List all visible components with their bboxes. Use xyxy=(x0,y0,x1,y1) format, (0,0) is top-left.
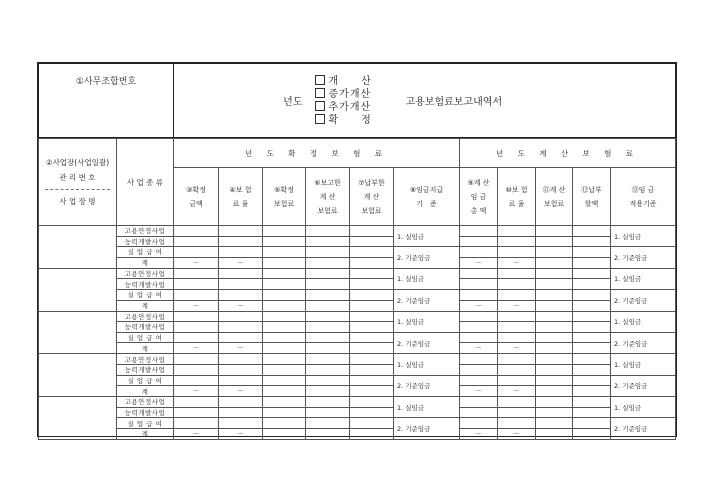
dash-cell: － xyxy=(219,428,263,439)
report-type-option[interactable]: 증가개산 xyxy=(315,88,406,101)
value-cell[interactable] xyxy=(536,386,573,397)
table-row xyxy=(39,386,676,397)
site-cell[interactable] xyxy=(39,354,117,397)
site-name-label: 사 업 장 명 xyxy=(59,197,96,206)
value-cell[interactable] xyxy=(536,322,573,333)
value-cell[interactable] xyxy=(350,257,394,268)
value-cell[interactable] xyxy=(263,257,306,268)
value-cell[interactable] xyxy=(306,375,350,386)
wage-applied-basis-cell: 1. 실임금 xyxy=(611,268,676,289)
wage-applied-basis-cell: 1. 실임금 xyxy=(611,397,676,418)
value-cell[interactable] xyxy=(219,418,263,429)
business-type-cell: 계 xyxy=(117,386,174,397)
dash-cell: － xyxy=(174,386,219,397)
value-cell[interactable] xyxy=(174,236,219,247)
value-cell[interactable] xyxy=(350,375,394,386)
table-row xyxy=(39,375,676,386)
value-cell[interactable] xyxy=(219,375,263,386)
value-cell[interactable] xyxy=(460,375,498,386)
value-cell[interactable] xyxy=(263,289,306,300)
wage-basis-cell: 1. 실임금 xyxy=(394,397,460,418)
value-cell[interactable] xyxy=(350,311,394,322)
value-cell[interactable] xyxy=(263,418,306,429)
value-cell[interactable] xyxy=(306,343,350,354)
value-cell[interactable] xyxy=(573,236,611,247)
value-cell[interactable] xyxy=(263,354,306,365)
business-type-cell: 능력개발사업 xyxy=(117,407,174,418)
value-cell[interactable] xyxy=(460,397,498,408)
value-cell[interactable] xyxy=(350,289,394,300)
value-cell[interactable] xyxy=(350,354,394,365)
value-cell[interactable] xyxy=(174,332,219,343)
value-cell[interactable] xyxy=(263,332,306,343)
value-cell[interactable] xyxy=(460,418,498,429)
value-cell[interactable] xyxy=(498,311,536,322)
value-cell[interactable] xyxy=(498,354,536,365)
value-cell[interactable] xyxy=(536,364,573,375)
wage-applied-basis-cell: 2. 기준임금 xyxy=(611,375,676,397)
value-cell[interactable] xyxy=(350,428,394,439)
wage-basis-cell: 2. 기준임금 xyxy=(394,375,460,397)
insurance-report-form xyxy=(37,62,677,437)
report-type-option[interactable]: 추가개산 xyxy=(315,101,406,114)
office-number-label: ①사무조합번호 xyxy=(39,64,174,138)
value-cell[interactable] xyxy=(460,289,498,300)
value-cell[interactable] xyxy=(263,300,306,311)
value-cell[interactable] xyxy=(174,354,219,365)
value-cell[interactable] xyxy=(219,322,263,333)
table-row xyxy=(39,300,676,311)
wage-basis-cell: 2. 기준임금 xyxy=(394,247,460,269)
wage-basis-cell: 1. 실임금 xyxy=(394,268,460,289)
value-cell[interactable] xyxy=(306,289,350,300)
value-cell[interactable] xyxy=(536,226,573,237)
value-cell[interactable] xyxy=(350,300,394,311)
value-cell[interactable] xyxy=(219,332,263,343)
value-cell[interactable] xyxy=(306,226,350,237)
wage-applied-basis-cell: 2. 기준임금 xyxy=(611,332,676,354)
site-cell[interactable] xyxy=(39,226,117,269)
value-cell[interactable] xyxy=(460,322,498,333)
reported-premium-header: ⑥보고한 계 산 보험료 xyxy=(306,168,350,226)
value-cell[interactable] xyxy=(174,407,219,418)
business-type-cell: 능력개발사업 xyxy=(117,364,174,375)
value-cell[interactable] xyxy=(573,428,611,439)
value-cell[interactable] xyxy=(350,407,394,418)
value-cell[interactable] xyxy=(573,257,611,268)
value-cell[interactable] xyxy=(498,322,536,333)
value-cell[interactable] xyxy=(174,364,219,375)
value-cell[interactable] xyxy=(498,332,536,343)
value-cell[interactable] xyxy=(498,407,536,418)
value-cell[interactable] xyxy=(498,268,536,279)
dash-cell: － xyxy=(460,300,498,311)
dash-cell: － xyxy=(219,343,263,354)
table-row xyxy=(39,364,676,375)
value-cell[interactable] xyxy=(219,268,263,279)
wage-basis-cell: 2. 기준임금 xyxy=(394,418,460,440)
value-cell[interactable] xyxy=(219,397,263,408)
value-cell[interactable] xyxy=(573,311,611,322)
value-cell[interactable] xyxy=(306,332,350,343)
business-type-cell: 고용안정사업 xyxy=(117,311,174,322)
site-cell[interactable] xyxy=(39,268,117,311)
report-body-table xyxy=(38,138,676,440)
mgmt-number-label-2: 관 리 번 호 xyxy=(59,173,96,182)
value-cell[interactable] xyxy=(263,375,306,386)
value-cell[interactable] xyxy=(306,268,350,279)
wage-basis-cell: 2. 기준임금 xyxy=(394,289,460,311)
year-label: 년도 xyxy=(174,64,311,138)
value-cell[interactable] xyxy=(306,300,350,311)
business-type-cell: 계 xyxy=(117,343,174,354)
value-cell[interactable] xyxy=(536,343,573,354)
value-cell[interactable] xyxy=(306,354,350,365)
value-cell[interactable] xyxy=(174,268,219,279)
value-cell[interactable] xyxy=(460,236,498,247)
value-cell[interactable] xyxy=(219,247,263,258)
table-row xyxy=(39,247,676,258)
dash-cell: － xyxy=(498,343,536,354)
value-cell[interactable] xyxy=(536,279,573,290)
table-row xyxy=(39,268,676,279)
value-cell[interactable] xyxy=(219,311,263,322)
business-type-cell: 실 업 급 여 xyxy=(117,289,174,300)
wage-applied-basis-cell: 1. 실임금 xyxy=(611,354,676,375)
mgmt-number-label: ②사업장(사업일괄) xyxy=(45,158,110,167)
confirmed-premium-header: ⑤확정 보험료 xyxy=(263,168,306,226)
wage-applied-basis-cell: 1. 실임금 xyxy=(611,311,676,332)
dash-cell: － xyxy=(174,257,219,268)
value-cell[interactable] xyxy=(350,343,394,354)
checkbox-icon[interactable] xyxy=(315,75,325,85)
value-cell[interactable] xyxy=(573,300,611,311)
dash-cell: － xyxy=(219,257,263,268)
value-cell[interactable] xyxy=(306,428,350,439)
value-cell[interactable] xyxy=(350,332,394,343)
table-row xyxy=(39,418,676,429)
paid-premium-header: ⑦납부한 계 산 보험료 xyxy=(350,168,394,226)
value-cell[interactable] xyxy=(306,311,350,322)
divider xyxy=(45,189,110,190)
value-cell[interactable] xyxy=(498,375,536,386)
wage-basis-cell: 2. 기준임금 xyxy=(394,332,460,354)
value-cell[interactable] xyxy=(460,332,498,343)
value-cell[interactable] xyxy=(219,289,263,300)
business-type-cell: 실 업 급 여 xyxy=(117,332,174,343)
wage-applied-basis-cell: 2. 기준임금 xyxy=(611,247,676,269)
value-cell[interactable] xyxy=(263,407,306,418)
value-cell[interactable] xyxy=(573,354,611,365)
dash-cell: － xyxy=(460,343,498,354)
wage-applied-basis-header: ⑬임 금 적용기준 xyxy=(611,168,676,226)
value-cell[interactable] xyxy=(350,247,394,258)
checkbox-icon[interactable] xyxy=(315,88,325,98)
value-cell[interactable] xyxy=(573,364,611,375)
value-cell[interactable] xyxy=(174,289,219,300)
dash-cell: － xyxy=(498,428,536,439)
value-cell[interactable] xyxy=(498,289,536,300)
value-cell[interactable] xyxy=(536,257,573,268)
value-cell[interactable] xyxy=(219,236,263,247)
value-cell[interactable] xyxy=(536,375,573,386)
value-cell[interactable] xyxy=(174,226,219,237)
value-cell[interactable] xyxy=(573,343,611,354)
value-cell[interactable] xyxy=(536,247,573,258)
dash-cell: － xyxy=(174,428,219,439)
business-type-cell: 능력개발사업 xyxy=(117,279,174,290)
value-cell[interactable] xyxy=(306,418,350,429)
value-cell[interactable] xyxy=(350,236,394,247)
confirmed-amount-header: ③확정 금액 xyxy=(174,168,219,226)
est-premium-rate-header: ⑩보 험 료 율 xyxy=(498,168,536,226)
wage-applied-basis-cell: 1. 실임금 xyxy=(611,226,676,247)
checkbox-icon[interactable] xyxy=(315,114,325,124)
value-cell[interactable] xyxy=(263,236,306,247)
value-cell[interactable] xyxy=(460,279,498,290)
value-cell[interactable] xyxy=(174,311,219,322)
value-cell[interactable] xyxy=(306,279,350,290)
payable-amount-header: ⑫납부 할액 xyxy=(573,168,611,226)
dash-cell: － xyxy=(498,300,536,311)
wage-basis-cell: 1. 실임금 xyxy=(394,354,460,375)
value-cell[interactable] xyxy=(350,268,394,279)
value-cell[interactable] xyxy=(263,311,306,322)
value-cell[interactable] xyxy=(174,247,219,258)
value-cell[interactable] xyxy=(350,322,394,333)
value-cell[interactable] xyxy=(573,322,611,333)
value-cell[interactable] xyxy=(498,364,536,375)
value-cell[interactable] xyxy=(536,418,573,429)
value-cell[interactable] xyxy=(460,226,498,237)
value-cell[interactable] xyxy=(350,397,394,408)
form-header xyxy=(38,63,676,138)
dash-cell: － xyxy=(498,386,536,397)
business-type-cell: 실 업 급 여 xyxy=(117,247,174,258)
value-cell[interactable] xyxy=(263,428,306,439)
value-cell[interactable] xyxy=(263,343,306,354)
value-cell[interactable] xyxy=(460,311,498,322)
value-cell[interactable] xyxy=(263,322,306,333)
value-cell[interactable] xyxy=(219,279,263,290)
table-row xyxy=(39,354,676,365)
table-row xyxy=(39,279,676,290)
value-cell[interactable] xyxy=(174,322,219,333)
value-cell[interactable] xyxy=(219,364,263,375)
table-row xyxy=(39,397,676,408)
value-cell[interactable] xyxy=(573,375,611,386)
value-cell[interactable] xyxy=(573,226,611,237)
report-type-option[interactable]: 확 정 xyxy=(315,114,406,127)
estimated-premium-header: ⑪계 산 보험료 xyxy=(536,168,573,226)
value-cell[interactable] xyxy=(536,354,573,365)
dash-cell: － xyxy=(498,257,536,268)
business-type-cell: 계 xyxy=(117,300,174,311)
value-cell[interactable] xyxy=(573,386,611,397)
value-cell[interactable] xyxy=(263,247,306,258)
business-type-cell: 고용안정사업 xyxy=(117,397,174,408)
report-type-options xyxy=(311,64,406,138)
value-cell[interactable] xyxy=(536,268,573,279)
value-cell[interactable] xyxy=(536,311,573,322)
table-row xyxy=(39,226,676,237)
value-cell[interactable] xyxy=(350,226,394,237)
value-cell[interactable] xyxy=(306,407,350,418)
wage-basis-cell: 1. 실임금 xyxy=(394,226,460,247)
table-row xyxy=(39,407,676,418)
value-cell[interactable] xyxy=(306,247,350,258)
value-cell[interactable] xyxy=(306,322,350,333)
value-cell[interactable] xyxy=(573,279,611,290)
table-row xyxy=(39,289,676,300)
value-cell[interactable] xyxy=(573,332,611,343)
value-cell[interactable] xyxy=(573,418,611,429)
value-cell[interactable] xyxy=(536,236,573,247)
value-cell[interactable] xyxy=(350,279,394,290)
value-cell[interactable] xyxy=(498,279,536,290)
value-cell[interactable] xyxy=(263,279,306,290)
value-cell[interactable] xyxy=(498,236,536,247)
dash-cell: － xyxy=(174,300,219,311)
value-cell[interactable] xyxy=(306,386,350,397)
value-cell[interactable] xyxy=(536,289,573,300)
premium-rate-header: ④보 험 료 율 xyxy=(219,168,263,226)
mgmt-number-header xyxy=(39,139,117,226)
business-type-cell: 고용안정사업 xyxy=(117,226,174,237)
value-cell[interactable] xyxy=(306,397,350,408)
dash-cell: － xyxy=(460,386,498,397)
value-cell[interactable] xyxy=(536,300,573,311)
value-cell[interactable] xyxy=(536,407,573,418)
table-row xyxy=(39,343,676,354)
site-cell[interactable] xyxy=(39,311,117,354)
wage-basis-header: ⑧임금지급 기 준 xyxy=(394,168,460,226)
table-row xyxy=(39,322,676,333)
value-cell[interactable] xyxy=(536,397,573,408)
business-type-cell: 계 xyxy=(117,257,174,268)
wage-applied-basis-cell: 2. 기준임금 xyxy=(611,418,676,440)
value-cell[interactable] xyxy=(573,397,611,408)
value-cell[interactable] xyxy=(174,279,219,290)
value-cell[interactable] xyxy=(219,407,263,418)
value-cell[interactable] xyxy=(573,407,611,418)
value-cell[interactable] xyxy=(174,375,219,386)
table-row xyxy=(39,311,676,322)
value-cell[interactable] xyxy=(350,418,394,429)
estimated-premium-group-title: 년 도 계 산 보 험 료 xyxy=(460,139,676,168)
value-cell[interactable] xyxy=(460,354,498,365)
value-cell[interactable] xyxy=(498,418,536,429)
dash-cell: － xyxy=(174,343,219,354)
business-type-cell: 고용안정사업 xyxy=(117,268,174,279)
table-row xyxy=(39,428,676,439)
dash-cell: － xyxy=(219,386,263,397)
value-cell[interactable] xyxy=(263,397,306,408)
report-type-option[interactable]: 개 산 xyxy=(315,75,406,88)
business-type-cell: 고용안정사업 xyxy=(117,354,174,365)
value-cell[interactable] xyxy=(460,247,498,258)
value-cell[interactable] xyxy=(306,364,350,375)
value-cell[interactable] xyxy=(306,236,350,247)
business-type-cell: 능력개발사업 xyxy=(117,322,174,333)
checkbox-icon[interactable] xyxy=(315,101,325,111)
value-cell[interactable] xyxy=(350,386,394,397)
value-cell[interactable] xyxy=(263,226,306,237)
value-cell[interactable] xyxy=(498,397,536,408)
value-cell[interactable] xyxy=(263,268,306,279)
estimated-wage-total-header: ⑨계 산 임 금 총 액 xyxy=(460,168,498,226)
value-cell[interactable] xyxy=(460,407,498,418)
table-row xyxy=(39,332,676,343)
value-cell[interactable] xyxy=(536,428,573,439)
table-row xyxy=(39,236,676,247)
value-cell[interactable] xyxy=(573,247,611,258)
value-cell[interactable] xyxy=(306,257,350,268)
business-type-cell: 실 업 급 여 xyxy=(117,418,174,429)
dash-cell: － xyxy=(219,300,263,311)
business-type-cell: 실 업 급 여 xyxy=(117,375,174,386)
business-type-cell: 능력개발사업 xyxy=(117,236,174,247)
site-cell[interactable] xyxy=(39,397,117,440)
wage-basis-cell: 1. 실임금 xyxy=(394,311,460,332)
value-cell[interactable] xyxy=(263,386,306,397)
value-cell[interactable] xyxy=(219,226,263,237)
dash-cell: － xyxy=(460,257,498,268)
dash-cell: － xyxy=(460,428,498,439)
value-cell[interactable] xyxy=(573,289,611,300)
form-title: 고용보험료보고내역서 xyxy=(406,64,676,138)
wage-applied-basis-cell: 2. 기준임금 xyxy=(611,289,676,311)
value-cell[interactable] xyxy=(219,354,263,365)
table-row xyxy=(39,257,676,268)
value-cell[interactable] xyxy=(263,364,306,375)
value-cell[interactable] xyxy=(174,418,219,429)
value-cell[interactable] xyxy=(498,247,536,258)
value-cell[interactable] xyxy=(350,364,394,375)
business-type-header: 사 업 종 류 xyxy=(117,139,174,226)
value-cell[interactable] xyxy=(498,226,536,237)
value-cell[interactable] xyxy=(460,364,498,375)
value-cell[interactable] xyxy=(573,268,611,279)
value-cell[interactable] xyxy=(174,397,219,408)
business-type-cell: 계 xyxy=(117,428,174,439)
confirmed-premium-group-title: 년 도 확 정 보 험 료 xyxy=(174,139,460,168)
value-cell[interactable] xyxy=(536,332,573,343)
value-cell[interactable] xyxy=(460,268,498,279)
